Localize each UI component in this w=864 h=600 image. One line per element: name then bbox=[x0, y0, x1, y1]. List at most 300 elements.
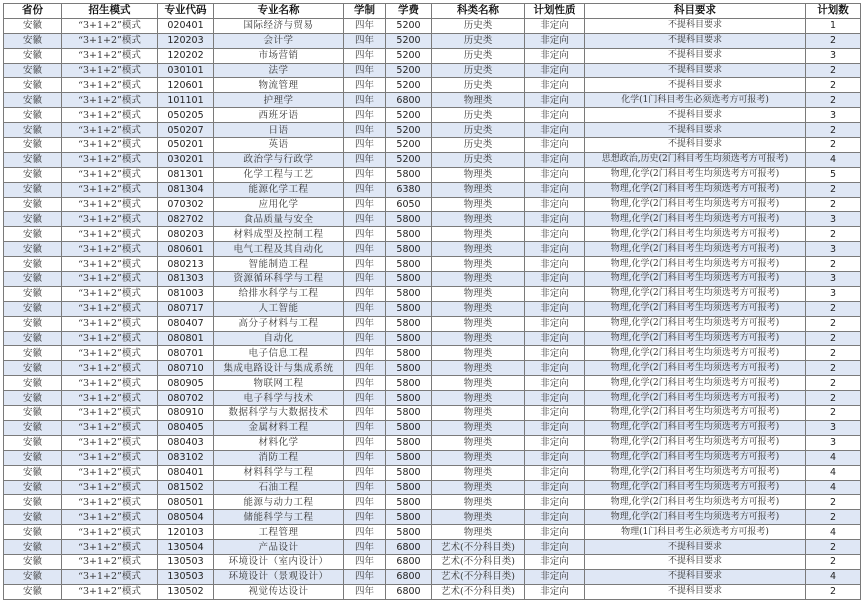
cell-province: 安徽 bbox=[4, 242, 62, 257]
cell-subject-requirement: 物理,化学(2门科目考生均须选考方可报考) bbox=[585, 182, 806, 197]
cell-tuition: 5200 bbox=[386, 33, 432, 48]
cell-mode: “3+1+2”模式 bbox=[62, 93, 158, 108]
cell-category: 物理类 bbox=[432, 435, 525, 450]
cell-major-code: 080203 bbox=[158, 227, 214, 242]
cell-tuition: 5800 bbox=[386, 510, 432, 525]
cell-province: 安徽 bbox=[4, 480, 62, 495]
cell-mode: “3+1+2”模式 bbox=[62, 197, 158, 212]
cell-mode: “3+1+2”模式 bbox=[62, 18, 158, 33]
cell-plan-count: 2 bbox=[806, 257, 861, 272]
cell-mode: “3+1+2”模式 bbox=[62, 138, 158, 153]
table-row bbox=[4, 554, 861, 569]
cell-plan-type: 非定向 bbox=[525, 93, 585, 108]
cell-plan-type: 非定向 bbox=[525, 212, 585, 227]
cell-plan-count: 2 bbox=[806, 33, 861, 48]
cell-subject-requirement: 物理,化学(2门科目考生均须选考方可报考) bbox=[585, 167, 806, 182]
cell-plan-count: 2 bbox=[806, 376, 861, 391]
cell-duration: 四年 bbox=[344, 212, 386, 227]
cell-category: 物理类 bbox=[432, 167, 525, 182]
cell-tuition: 5200 bbox=[386, 123, 432, 138]
cell-major-name: 数据科学与大数据技术 bbox=[214, 406, 344, 421]
cell-category: 物理类 bbox=[432, 182, 525, 197]
table-row bbox=[4, 510, 861, 525]
cell-duration: 四年 bbox=[344, 123, 386, 138]
cell-category: 物理类 bbox=[432, 286, 525, 301]
cell-plan-count: 3 bbox=[806, 420, 861, 435]
cell-mode: “3+1+2”模式 bbox=[62, 212, 158, 227]
cell-category: 物理类 bbox=[432, 391, 525, 406]
cell-duration: 四年 bbox=[344, 152, 386, 167]
cell-subject-requirement: 不提科目要求 bbox=[585, 584, 806, 599]
table-row bbox=[4, 197, 861, 212]
cell-plan-type: 非定向 bbox=[525, 465, 585, 480]
cell-province: 安徽 bbox=[4, 301, 62, 316]
cell-province: 安徽 bbox=[4, 540, 62, 555]
cell-tuition: 5800 bbox=[386, 346, 432, 361]
cell-category: 物理类 bbox=[432, 450, 525, 465]
cell-mode: “3+1+2”模式 bbox=[62, 272, 158, 287]
cell-category: 物理类 bbox=[432, 346, 525, 361]
cell-category: 物理类 bbox=[432, 212, 525, 227]
cell-category: 物理类 bbox=[432, 257, 525, 272]
cell-category: 历史类 bbox=[432, 78, 525, 93]
cell-plan-type: 非定向 bbox=[525, 525, 585, 540]
header-category: 科类名称 bbox=[432, 4, 525, 19]
cell-category: 物理类 bbox=[432, 480, 525, 495]
cell-tuition: 5800 bbox=[386, 450, 432, 465]
cell-plan-type: 非定向 bbox=[525, 554, 585, 569]
cell-mode: “3+1+2”模式 bbox=[62, 48, 158, 63]
cell-major-name: 消防工程 bbox=[214, 450, 344, 465]
cell-plan-type: 非定向 bbox=[525, 480, 585, 495]
cell-province: 安徽 bbox=[4, 406, 62, 421]
cell-major-name: 自动化 bbox=[214, 331, 344, 346]
cell-tuition: 5800 bbox=[386, 272, 432, 287]
table-row bbox=[4, 450, 861, 465]
cell-mode: “3+1+2”模式 bbox=[62, 346, 158, 361]
cell-duration: 四年 bbox=[344, 108, 386, 123]
cell-subject-requirement: 不提科目要求 bbox=[585, 540, 806, 555]
cell-province: 安徽 bbox=[4, 227, 62, 242]
cell-plan-count: 2 bbox=[806, 301, 861, 316]
cell-duration: 四年 bbox=[344, 376, 386, 391]
cell-plan-type: 非定向 bbox=[525, 316, 585, 331]
cell-province: 安徽 bbox=[4, 465, 62, 480]
cell-plan-type: 非定向 bbox=[525, 435, 585, 450]
cell-province: 安徽 bbox=[4, 554, 62, 569]
cell-category: 物理类 bbox=[432, 495, 525, 510]
cell-province: 安徽 bbox=[4, 182, 62, 197]
cell-plan-type: 非定向 bbox=[525, 406, 585, 421]
cell-subject-requirement: 物理,化学(2门科目考生均须选考方可报考) bbox=[585, 257, 806, 272]
cell-subject-requirement: 不提科目要求 bbox=[585, 569, 806, 584]
cell-subject-requirement: 物理,化学(2门科目考生均须选考方可报考) bbox=[585, 331, 806, 346]
cell-major-code: 130503 bbox=[158, 569, 214, 584]
cell-major-name: 食品质量与安全 bbox=[214, 212, 344, 227]
cell-plan-count: 2 bbox=[806, 63, 861, 78]
cell-province: 安徽 bbox=[4, 257, 62, 272]
cell-plan-type: 非定向 bbox=[525, 167, 585, 182]
cell-category: 历史类 bbox=[432, 138, 525, 153]
cell-major-code: 130503 bbox=[158, 554, 214, 569]
cell-province: 安徽 bbox=[4, 450, 62, 465]
cell-major-code: 080702 bbox=[158, 391, 214, 406]
cell-mode: “3+1+2”模式 bbox=[62, 540, 158, 555]
cell-mode: “3+1+2”模式 bbox=[62, 108, 158, 123]
cell-mode: “3+1+2”模式 bbox=[62, 123, 158, 138]
table-row bbox=[4, 301, 861, 316]
cell-tuition: 5200 bbox=[386, 152, 432, 167]
cell-province: 安徽 bbox=[4, 525, 62, 540]
cell-category: 艺术(不分科目类) bbox=[432, 540, 525, 555]
cell-mode: “3+1+2”模式 bbox=[62, 167, 158, 182]
cell-tuition: 6050 bbox=[386, 197, 432, 212]
cell-major-code: 080405 bbox=[158, 420, 214, 435]
table-row bbox=[4, 33, 861, 48]
cell-major-code: 081301 bbox=[158, 167, 214, 182]
cell-major-name: 会计学 bbox=[214, 33, 344, 48]
cell-province: 安徽 bbox=[4, 510, 62, 525]
cell-major-name: 储能科学与工程 bbox=[214, 510, 344, 525]
cell-major-code: 030101 bbox=[158, 63, 214, 78]
cell-plan-count: 2 bbox=[806, 78, 861, 93]
table-row bbox=[4, 78, 861, 93]
cell-province: 安徽 bbox=[4, 286, 62, 301]
cell-major-code: 120202 bbox=[158, 48, 214, 63]
cell-mode: “3+1+2”模式 bbox=[62, 420, 158, 435]
cell-subject-requirement: 化学(1门科目考生必须选考方可报考) bbox=[585, 93, 806, 108]
header-plan-count: 计划数 bbox=[806, 4, 861, 19]
cell-plan-count: 3 bbox=[806, 212, 861, 227]
cell-plan-type: 非定向 bbox=[525, 48, 585, 63]
cell-tuition: 5200 bbox=[386, 78, 432, 93]
cell-duration: 四年 bbox=[344, 272, 386, 287]
cell-mode: “3+1+2”模式 bbox=[62, 257, 158, 272]
cell-duration: 四年 bbox=[344, 301, 386, 316]
cell-plan-type: 非定向 bbox=[525, 301, 585, 316]
table-row bbox=[4, 93, 861, 108]
cell-province: 安徽 bbox=[4, 420, 62, 435]
cell-province: 安徽 bbox=[4, 331, 62, 346]
cell-plan-count: 4 bbox=[806, 525, 861, 540]
cell-category: 艺术(不分科目类) bbox=[432, 554, 525, 569]
cell-subject-requirement: 不提科目要求 bbox=[585, 78, 806, 93]
cell-subject-requirement: 物理,化学(2门科目考生均须选考方可报考) bbox=[585, 272, 806, 287]
cell-major-name: 给排水科学与工程 bbox=[214, 286, 344, 301]
cell-subject-requirement: 不提科目要求 bbox=[585, 108, 806, 123]
cell-category: 物理类 bbox=[432, 301, 525, 316]
cell-major-code: 081304 bbox=[158, 182, 214, 197]
cell-plan-type: 非定向 bbox=[525, 510, 585, 525]
cell-province: 安徽 bbox=[4, 78, 62, 93]
cell-duration: 四年 bbox=[344, 510, 386, 525]
cell-major-name: 环境设计（景观设计） bbox=[214, 569, 344, 584]
cell-mode: “3+1+2”模式 bbox=[62, 361, 158, 376]
cell-tuition: 5800 bbox=[386, 167, 432, 182]
table-row bbox=[4, 182, 861, 197]
cell-major-code: 081502 bbox=[158, 480, 214, 495]
cell-mode: “3+1+2”模式 bbox=[62, 152, 158, 167]
cell-duration: 四年 bbox=[344, 554, 386, 569]
cell-province: 安徽 bbox=[4, 138, 62, 153]
cell-major-code: 050207 bbox=[158, 123, 214, 138]
cell-major-name: 护理学 bbox=[214, 93, 344, 108]
cell-tuition: 5200 bbox=[386, 108, 432, 123]
cell-tuition: 5200 bbox=[386, 48, 432, 63]
cell-province: 安徽 bbox=[4, 123, 62, 138]
cell-plan-count: 2 bbox=[806, 554, 861, 569]
cell-plan-count: 2 bbox=[806, 495, 861, 510]
cell-mode: “3+1+2”模式 bbox=[62, 316, 158, 331]
cell-plan-type: 非定向 bbox=[525, 78, 585, 93]
cell-province: 安徽 bbox=[4, 33, 62, 48]
cell-tuition: 6380 bbox=[386, 182, 432, 197]
cell-category: 物理类 bbox=[432, 406, 525, 421]
cell-duration: 四年 bbox=[344, 286, 386, 301]
cell-mode: “3+1+2”模式 bbox=[62, 63, 158, 78]
cell-province: 安徽 bbox=[4, 63, 62, 78]
table-row bbox=[4, 63, 861, 78]
cell-tuition: 6800 bbox=[386, 540, 432, 555]
cell-mode: “3+1+2”模式 bbox=[62, 554, 158, 569]
cell-tuition: 5800 bbox=[386, 435, 432, 450]
cell-plan-type: 非定向 bbox=[525, 152, 585, 167]
cell-province: 安徽 bbox=[4, 212, 62, 227]
cell-category: 物理类 bbox=[432, 510, 525, 525]
header-province: 省份 bbox=[4, 4, 62, 19]
cell-category: 历史类 bbox=[432, 48, 525, 63]
cell-major-code: 101101 bbox=[158, 93, 214, 108]
cell-province: 安徽 bbox=[4, 569, 62, 584]
table-row bbox=[4, 495, 861, 510]
cell-major-name: 金属材料工程 bbox=[214, 420, 344, 435]
cell-mode: “3+1+2”模式 bbox=[62, 33, 158, 48]
cell-plan-type: 非定向 bbox=[525, 540, 585, 555]
cell-subject-requirement: 物理,化学(2门科目考生均须选考方可报考) bbox=[585, 391, 806, 406]
cell-major-code: 020401 bbox=[158, 18, 214, 33]
cell-duration: 四年 bbox=[344, 495, 386, 510]
cell-plan-type: 非定向 bbox=[525, 272, 585, 287]
cell-major-name: 化学工程与工艺 bbox=[214, 167, 344, 182]
table-row bbox=[4, 272, 861, 287]
cell-major-name: 集成电路设计与集成系统 bbox=[214, 361, 344, 376]
cell-plan-type: 非定向 bbox=[525, 346, 585, 361]
cell-mode: “3+1+2”模式 bbox=[62, 525, 158, 540]
cell-major-code: 080213 bbox=[158, 257, 214, 272]
cell-subject-requirement: 物理,化学(2门科目考生均须选考方可报考) bbox=[585, 406, 806, 421]
cell-mode: “3+1+2”模式 bbox=[62, 584, 158, 599]
cell-major-name: 英语 bbox=[214, 138, 344, 153]
cell-major-code: 120103 bbox=[158, 525, 214, 540]
table-row bbox=[4, 18, 861, 33]
cell-subject-requirement: 物理,化学(2门科目考生均须选考方可报考) bbox=[585, 212, 806, 227]
cell-plan-type: 非定向 bbox=[525, 376, 585, 391]
cell-mode: “3+1+2”模式 bbox=[62, 286, 158, 301]
cell-duration: 四年 bbox=[344, 63, 386, 78]
header-duration: 学制 bbox=[344, 4, 386, 19]
cell-plan-count: 2 bbox=[806, 406, 861, 421]
cell-subject-requirement: 物理,化学(2门科目考生均须选考方可报考) bbox=[585, 465, 806, 480]
cell-category: 历史类 bbox=[432, 63, 525, 78]
cell-major-code: 081303 bbox=[158, 272, 214, 287]
cell-mode: “3+1+2”模式 bbox=[62, 569, 158, 584]
cell-major-name: 物联网工程 bbox=[214, 376, 344, 391]
cell-major-name: 日语 bbox=[214, 123, 344, 138]
cell-duration: 四年 bbox=[344, 480, 386, 495]
cell-province: 安徽 bbox=[4, 495, 62, 510]
cell-duration: 四年 bbox=[344, 182, 386, 197]
cell-major-code: 050201 bbox=[158, 138, 214, 153]
cell-tuition: 6800 bbox=[386, 569, 432, 584]
cell-major-name: 国际经济与贸易 bbox=[214, 18, 344, 33]
table-row bbox=[4, 525, 861, 540]
cell-tuition: 5800 bbox=[386, 316, 432, 331]
cell-major-code: 080401 bbox=[158, 465, 214, 480]
cell-duration: 四年 bbox=[344, 525, 386, 540]
cell-plan-count: 2 bbox=[806, 197, 861, 212]
cell-major-name: 资源循环科学与工程 bbox=[214, 272, 344, 287]
cell-tuition: 5200 bbox=[386, 63, 432, 78]
cell-plan-type: 非定向 bbox=[525, 450, 585, 465]
cell-tuition: 5800 bbox=[386, 495, 432, 510]
cell-plan-count: 4 bbox=[806, 569, 861, 584]
cell-category: 艺术(不分科目类) bbox=[432, 569, 525, 584]
cell-duration: 四年 bbox=[344, 465, 386, 480]
cell-major-code: 080601 bbox=[158, 242, 214, 257]
cell-tuition: 5800 bbox=[386, 465, 432, 480]
cell-plan-type: 非定向 bbox=[525, 123, 585, 138]
cell-major-code: 070302 bbox=[158, 197, 214, 212]
cell-duration: 四年 bbox=[344, 138, 386, 153]
cell-tuition: 5800 bbox=[386, 257, 432, 272]
cell-subject-requirement: 物理,化学(2门科目考生均须选考方可报考) bbox=[585, 316, 806, 331]
cell-plan-count: 2 bbox=[806, 510, 861, 525]
cell-major-code: 080717 bbox=[158, 301, 214, 316]
cell-major-name: 电子信息工程 bbox=[214, 346, 344, 361]
cell-mode: “3+1+2”模式 bbox=[62, 78, 158, 93]
cell-category: 历史类 bbox=[432, 123, 525, 138]
cell-plan-count: 2 bbox=[806, 346, 861, 361]
cell-subject-requirement: 不提科目要求 bbox=[585, 33, 806, 48]
cell-mode: “3+1+2”模式 bbox=[62, 480, 158, 495]
cell-tuition: 5200 bbox=[386, 18, 432, 33]
cell-duration: 四年 bbox=[344, 242, 386, 257]
cell-tuition: 5800 bbox=[386, 391, 432, 406]
table-row bbox=[4, 167, 861, 182]
cell-province: 安徽 bbox=[4, 376, 62, 391]
cell-duration: 四年 bbox=[344, 48, 386, 63]
cell-plan-count: 4 bbox=[806, 480, 861, 495]
cell-province: 安徽 bbox=[4, 48, 62, 63]
header-plan-type: 计划性质 bbox=[525, 4, 585, 19]
cell-major-name: 能源与动力工程 bbox=[214, 495, 344, 510]
cell-duration: 四年 bbox=[344, 346, 386, 361]
cell-plan-count: 3 bbox=[806, 108, 861, 123]
table-row bbox=[4, 152, 861, 167]
cell-plan-count: 2 bbox=[806, 93, 861, 108]
cell-plan-type: 非定向 bbox=[525, 257, 585, 272]
cell-category: 物理类 bbox=[432, 465, 525, 480]
cell-major-name: 人工智能 bbox=[214, 301, 344, 316]
cell-duration: 四年 bbox=[344, 584, 386, 599]
cell-plan-count: 4 bbox=[806, 152, 861, 167]
cell-duration: 四年 bbox=[344, 227, 386, 242]
cell-mode: “3+1+2”模式 bbox=[62, 376, 158, 391]
cell-province: 安徽 bbox=[4, 18, 62, 33]
header-row bbox=[4, 4, 861, 19]
cell-major-code: 080905 bbox=[158, 376, 214, 391]
cell-mode: “3+1+2”模式 bbox=[62, 495, 158, 510]
table-row bbox=[4, 361, 861, 376]
cell-province: 安徽 bbox=[4, 346, 62, 361]
cell-duration: 四年 bbox=[344, 406, 386, 421]
cell-plan-type: 非定向 bbox=[525, 197, 585, 212]
cell-tuition: 5800 bbox=[386, 480, 432, 495]
cell-major-name: 工程管理 bbox=[214, 525, 344, 540]
cell-subject-requirement: 不提科目要求 bbox=[585, 138, 806, 153]
header-tuition: 学费 bbox=[386, 4, 432, 19]
cell-plan-count: 2 bbox=[806, 361, 861, 376]
cell-major-name: 材料成型及控制工程 bbox=[214, 227, 344, 242]
cell-major-name: 电子科学与技术 bbox=[214, 391, 344, 406]
cell-plan-type: 非定向 bbox=[525, 108, 585, 123]
cell-plan-count: 5 bbox=[806, 167, 861, 182]
cell-major-name: 政治学与行政学 bbox=[214, 152, 344, 167]
cell-plan-type: 非定向 bbox=[525, 391, 585, 406]
table-row bbox=[4, 212, 861, 227]
table-row bbox=[4, 242, 861, 257]
header-mode: 招生模式 bbox=[62, 4, 158, 19]
cell-duration: 四年 bbox=[344, 93, 386, 108]
cell-subject-requirement: 物理,化学(2门科目考生均须选考方可报考) bbox=[585, 227, 806, 242]
cell-province: 安徽 bbox=[4, 167, 62, 182]
cell-plan-type: 非定向 bbox=[525, 361, 585, 376]
cell-mode: “3+1+2”模式 bbox=[62, 406, 158, 421]
cell-province: 安徽 bbox=[4, 361, 62, 376]
cell-category: 艺术(不分科目类) bbox=[432, 584, 525, 599]
cell-plan-type: 非定向 bbox=[525, 18, 585, 33]
table-row bbox=[4, 48, 861, 63]
cell-subject-requirement: 物理(1门科目考生必须选考方可报考) bbox=[585, 525, 806, 540]
cell-tuition: 5800 bbox=[386, 227, 432, 242]
cell-plan-type: 非定向 bbox=[525, 33, 585, 48]
cell-duration: 四年 bbox=[344, 361, 386, 376]
cell-subject-requirement: 不提科目要求 bbox=[585, 18, 806, 33]
cell-major-name: 电气工程及其自动化 bbox=[214, 242, 344, 257]
cell-plan-type: 非定向 bbox=[525, 242, 585, 257]
cell-mode: “3+1+2”模式 bbox=[62, 331, 158, 346]
cell-plan-count: 4 bbox=[806, 465, 861, 480]
cell-category: 物理类 bbox=[432, 376, 525, 391]
table-row bbox=[4, 138, 861, 153]
cell-subject-requirement: 物理,化学(2门科目考生均须选考方可报考) bbox=[585, 376, 806, 391]
cell-subject-requirement: 不提科目要求 bbox=[585, 63, 806, 78]
header-subject-requirement: 科目要求 bbox=[585, 4, 806, 19]
table-row bbox=[4, 286, 861, 301]
cell-mode: “3+1+2”模式 bbox=[62, 465, 158, 480]
cell-tuition: 6800 bbox=[386, 584, 432, 599]
cell-tuition: 5800 bbox=[386, 406, 432, 421]
cell-mode: “3+1+2”模式 bbox=[62, 435, 158, 450]
cell-subject-requirement: 物理,化学(2门科目考生均须选考方可报考) bbox=[585, 301, 806, 316]
cell-duration: 四年 bbox=[344, 167, 386, 182]
cell-province: 安徽 bbox=[4, 316, 62, 331]
cell-duration: 四年 bbox=[344, 450, 386, 465]
cell-subject-requirement: 不提科目要求 bbox=[585, 123, 806, 138]
cell-tuition: 5800 bbox=[386, 525, 432, 540]
cell-category: 历史类 bbox=[432, 152, 525, 167]
cell-duration: 四年 bbox=[344, 257, 386, 272]
